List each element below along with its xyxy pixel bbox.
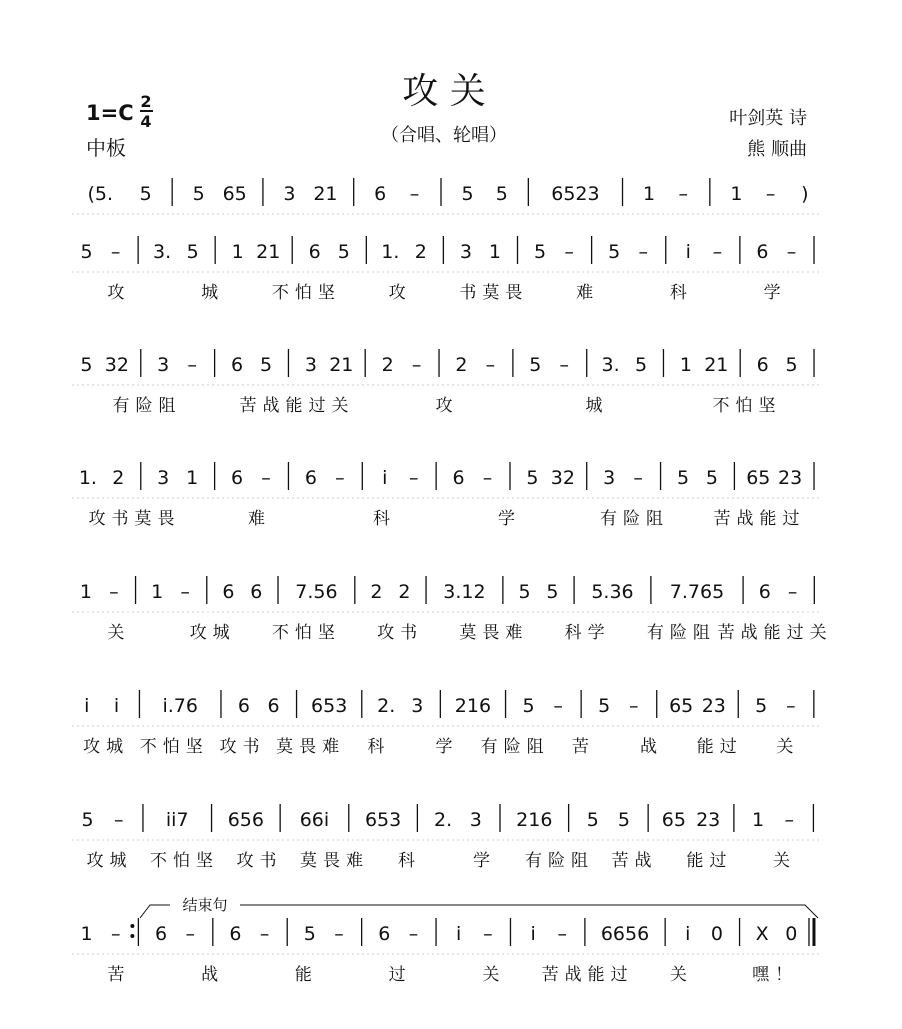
note: 65 [661,809,686,831]
note: 2 [398,581,411,603]
note: – [409,183,420,205]
note: ) [801,183,809,205]
note: – [110,241,121,263]
note: 21 [329,354,354,376]
note: 6 [758,581,771,603]
note: 5 [259,354,273,376]
note: 65 [222,183,247,205]
note: – [483,923,493,945]
lyric: 苦 [571,737,595,757]
note: – [482,467,493,489]
note: 5 [705,467,719,489]
note: 1 [752,809,765,831]
note: 6 [756,354,769,376]
lyric: 攻城 [189,623,236,643]
system-5 [72,576,833,643]
system-4 [72,462,822,529]
lyric: 攻城 [86,851,133,871]
note: 66i [299,809,330,831]
note: 5 [526,467,539,489]
note: 5 [676,467,690,489]
lyric: 战 [201,965,225,985]
note: – [180,581,190,603]
note: 5 [461,183,474,205]
lyric: 书莫畏 [459,283,529,303]
note: 1 [80,923,93,945]
system-7 [72,804,822,871]
lyric: 攻城 [83,737,130,757]
lyric: 有险阻 [600,509,669,529]
note: 216 [516,809,553,831]
lyric: 不怕坚 [712,396,782,416]
note: 5 [80,354,93,376]
note: – [786,241,797,263]
note: 5 [522,695,535,717]
note: i [84,695,90,717]
note: 6 [229,923,242,945]
note: 6 [756,241,769,263]
note: 2 [414,241,427,263]
note: 3 [157,354,170,376]
note: 1 [231,241,244,263]
note: 21 [704,354,729,376]
note: 1 [488,241,502,263]
note: i [685,923,691,945]
note: 5 [634,354,648,376]
note: 3 [469,809,482,831]
lyric: 关 [669,965,693,985]
lyric: 关 [773,851,796,871]
note: X [755,923,769,945]
note: 6 [267,695,280,717]
note: – [553,695,563,717]
ending-bracket [140,905,170,918]
note: 21 [313,183,338,205]
lyric: 科 [398,851,421,871]
note: i [113,695,120,717]
time-signature-bottom: 4 [140,112,152,131]
note: 3 [603,467,616,489]
lyric: 过 [388,965,412,985]
note: 5.36 [591,581,634,603]
note: – [678,183,689,205]
note: 3 [304,354,317,376]
note: 2. [377,695,396,717]
note: 3 [459,241,472,263]
note: 216 [454,695,492,717]
note: – [784,809,795,831]
lyric: 关 [482,965,506,985]
lyric: 攻 [388,283,412,303]
note: 3 [157,467,170,489]
note: 32 [550,467,575,489]
lyric: 不怕坚 [150,851,219,871]
system-6 [72,690,822,757]
note: 0 [710,923,723,945]
note: 6 [452,467,465,489]
song-title: 攻 关 [402,71,486,112]
note: – [408,923,419,945]
note: i [685,241,691,263]
note: 5 [192,183,205,205]
note: 3. [601,354,620,376]
note: 3 [411,695,424,717]
note: 2 [112,467,125,489]
note: – [408,467,419,489]
lyric: 能 [294,965,318,985]
note: – [185,923,195,945]
lyric: 科学 [564,623,611,643]
note: 6 [304,467,317,489]
note: – [261,467,271,489]
note: 6 [231,467,244,489]
lyric: 学 [435,737,459,757]
note: 5 [598,695,611,717]
lyric: 苦战能过 [713,509,806,529]
note: ii7 [165,809,189,831]
lyric: 不怕坚 [139,737,209,757]
note: 5 [80,241,93,263]
lyric: 学 [763,283,787,303]
lyric: 关 [107,623,131,643]
system-1 [72,178,822,214]
note: i.76 [162,695,198,717]
subtitle: （合唱、轮唱） [381,125,507,146]
note: 1 [186,467,199,489]
note: 23 [778,467,803,489]
header [86,71,807,160]
repeat-dot [130,924,134,928]
system-2 [72,236,822,303]
note: – [712,241,723,263]
lyric: 能过 [686,851,733,871]
lyric: 有险阻 [646,623,716,643]
lyric: 有险阻 [480,737,550,757]
note: 6656 [600,923,650,945]
note: i [456,923,462,945]
note: 5 [617,809,631,831]
lyric: 嘿！ [752,965,799,985]
note: 653 [364,809,402,831]
lyric: 难 [248,509,271,529]
note: – [765,183,776,205]
note: 5 [495,183,508,205]
music-systems [72,178,833,985]
note: 6 [237,695,250,717]
lyric: 学 [473,851,496,871]
note: 3.12 [443,581,486,603]
lyric: 苦战能过 [541,965,634,985]
note: 0 [785,923,798,945]
note: 7.765 [669,581,725,603]
lyric: 苦战能过关 [239,396,355,416]
note: 5 [529,354,542,376]
note: – [187,354,197,376]
note: – [335,467,345,489]
composer-credit: 熊 顺曲 [747,139,807,160]
lyric: 莫畏难 [300,851,369,871]
lyric: 攻 [435,396,459,416]
note: 6 [250,581,263,603]
note: 6 [374,183,387,205]
note: 1 [151,581,164,603]
lyric: 城 [201,283,225,303]
lyricist-credit: 叶剑英 诗 [729,108,807,129]
note: 6 [222,581,235,603]
note: 5 [186,241,199,263]
note: 5 [785,354,798,376]
note: – [111,923,121,945]
lyric: 苦战能过关 [717,623,833,643]
note: – [259,923,270,945]
note: 6523 [551,183,600,205]
ending-label: 结束句 [182,896,228,914]
lyric: 有险阻 [525,851,594,871]
note: – [787,581,798,603]
lyric: 苦 [107,965,131,985]
system-3 [72,349,822,416]
note: 5 [303,923,316,945]
lyric: 难 [576,283,600,303]
note: – [638,241,648,263]
note: 3 [283,183,296,205]
lyric: 战 [640,737,664,757]
note: 653 [311,695,348,717]
lyric: 城 [585,396,609,416]
note: 65 [669,695,694,717]
lyric: 苦战 [611,851,658,871]
note: 6 [378,923,391,945]
ending-bracket [240,905,818,918]
lyric: 科 [367,737,391,757]
lyric: 攻书 [377,623,424,643]
lyric: 莫畏难 [276,737,346,757]
note: 2. [434,809,453,831]
note: 1 [79,581,93,603]
note: – [109,581,119,603]
note: 1 [679,354,692,376]
note: 5 [337,241,350,263]
note: 656 [227,809,264,831]
lyric: 攻书莫畏 [88,509,181,529]
note: – [411,354,422,376]
note: 1 [730,183,743,205]
note: i [530,923,536,945]
lyric: 攻 [107,283,131,303]
note: 7.56 [295,581,338,603]
note: 1. [381,241,400,263]
note: – [334,923,344,945]
note: 6 [231,354,244,376]
lyric: 莫畏难 [459,623,529,643]
note: 5 [533,241,547,263]
note: 1. [78,467,97,489]
lyric: 能过 [696,737,743,757]
note: 65 [746,467,771,489]
note: – [786,695,796,717]
note: – [114,809,124,831]
note: 5 [755,695,768,717]
lyric: 关 [776,737,800,757]
note: 3. [153,241,172,263]
key-signature: 1=C [86,101,134,125]
note: 5 [518,581,531,603]
time-signature-top: 2 [140,92,152,111]
note: – [559,354,570,376]
lyric: 攻书 [219,737,266,757]
note: 32 [104,354,129,376]
note: 2 [381,354,394,376]
note: 2 [370,581,383,603]
tempo-marking: 中板 [86,136,126,160]
lyric: 不怕坚 [271,623,341,643]
note: 23 [701,695,726,717]
note: – [629,695,639,717]
note: 6 [154,923,168,945]
lyric: 有险阻 [112,396,182,416]
note: 5 [81,809,94,831]
note: 5 [139,183,152,205]
lyric: 攻书 [236,851,283,871]
note: 5 [546,581,559,603]
note: 1 [643,183,656,205]
note: 5 [608,241,621,263]
note: 21 [256,241,281,263]
system-8 [72,896,822,985]
repeat-dot [130,934,134,938]
note: i [382,467,388,489]
lyric: 科 [669,283,693,303]
note: – [633,467,643,489]
lyric: 学 [498,509,521,529]
lyric: 科 [373,509,396,529]
note: 23 [696,809,721,831]
note: – [564,241,574,263]
note: 5 [586,809,599,831]
lyric: 不怕坚 [271,283,341,303]
note: (5. [87,183,114,205]
note: 2 [455,354,468,376]
note: 6 [308,241,321,263]
note: – [485,354,496,376]
note: – [557,923,568,945]
